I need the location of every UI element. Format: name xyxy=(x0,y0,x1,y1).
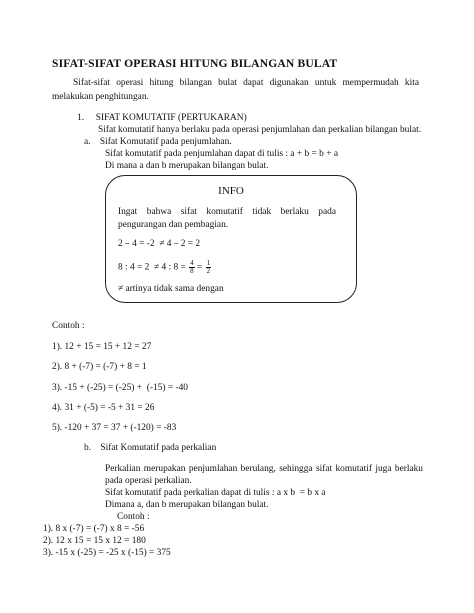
example-mul-1: 1). 8 x (-7) = (-7) x 8 = -56 xyxy=(43,524,145,534)
info-box-equation-division xyxy=(118,260,211,275)
example-add-4: 4). 31 + (-5) = -5 + 31 = 26 xyxy=(52,403,155,413)
info-box-line2: pengurangan dan pembagian. xyxy=(118,220,229,230)
info-box-line1: Ingat bahwa sifat komutatif tidak berlaku pada xyxy=(118,207,336,217)
fraction-numerator: 4 xyxy=(190,259,194,267)
subsection-a-note: Di mana a dan b merupakan bilangan bulat. xyxy=(105,161,269,171)
section-1-heading: 1. SIFAT KOMUTATIF (PERTUKARAN) xyxy=(77,113,247,123)
example-mul-2: 2). 12 x 15 = 15 x 12 = 180 xyxy=(43,536,146,546)
section-1-description: Sifat komutatif hanya berlaku pada operasi penjumlahan dan perkalian bilangan bulat. xyxy=(98,125,422,135)
fraction-one-half xyxy=(206,260,212,275)
info-box-equation-subtraction: 2 – 4 = -2 ≠ 4 – 2 = 2 xyxy=(118,239,201,249)
fraction-denominator: 2 xyxy=(206,267,211,275)
subsection-b-formula: Sifat komutatif pada perkalian dapat di tulis : a x b = b x a xyxy=(105,488,326,498)
subsection-b-heading: b. Sifat Komutatif pada perkalian xyxy=(84,443,217,453)
contoh-label: Contoh : xyxy=(52,321,85,331)
fraction-equals: = xyxy=(197,262,203,273)
intro-paragraph-line2: melakukan penghitungan. xyxy=(52,92,149,102)
info-box xyxy=(105,175,357,303)
fraction-numerator: 1 xyxy=(206,259,211,267)
subsection-b-contoh-label: Contoh : xyxy=(117,512,150,522)
info-box-note: ≠ artinya tidak sama dengan xyxy=(118,284,224,294)
page-title: SIFAT-SIFAT OPERASI HITUNG BILANGAN BULAT xyxy=(52,57,338,70)
intro-paragraph-line1: Sifat-sifat operasi hitung bilangan bulat dapat digunakan untuk mempermudah kita xyxy=(73,78,419,88)
example-add-2: 2). 8 + (-7) = (-7) + 8 = 1 xyxy=(52,362,147,372)
example-add-3: 3). -15 + (-25) = (-25) + (-15) = -40 xyxy=(52,383,188,393)
example-add-5: 5). -120 + 37 = 37 + (-120) = -83 xyxy=(52,423,177,433)
division-equation-text: 8 : 4 = 2 ≠ 4 : 8 = xyxy=(118,262,186,273)
info-box-title: INFO xyxy=(218,185,244,197)
fraction-four-eighths xyxy=(189,260,195,275)
subsection-a-heading: a. Sifat Komutatif pada penjumlahan. xyxy=(84,137,232,147)
subsection-b-note: Dimana a, dan b merupakan bilangan bulat. xyxy=(105,500,269,510)
example-mul-3: 3). -15 x (-25) = -25 x (-15) = 375 xyxy=(43,548,171,558)
subsection-b-paragraph-line1: Perkalian merupakan penjumlahan berulang, sehingga sifat komutatif juga berlaku xyxy=(105,464,423,474)
fraction-denominator: 8 xyxy=(190,267,194,275)
subsection-a-formula: Sifat komutatif pada penjumlahan dapat di tulis : a + b = b + a xyxy=(105,149,338,159)
example-add-1: 1). 12 + 15 = 15 + 12 = 27 xyxy=(52,342,152,352)
subsection-b-paragraph-line2: pada operasi perkalian. xyxy=(105,476,192,486)
